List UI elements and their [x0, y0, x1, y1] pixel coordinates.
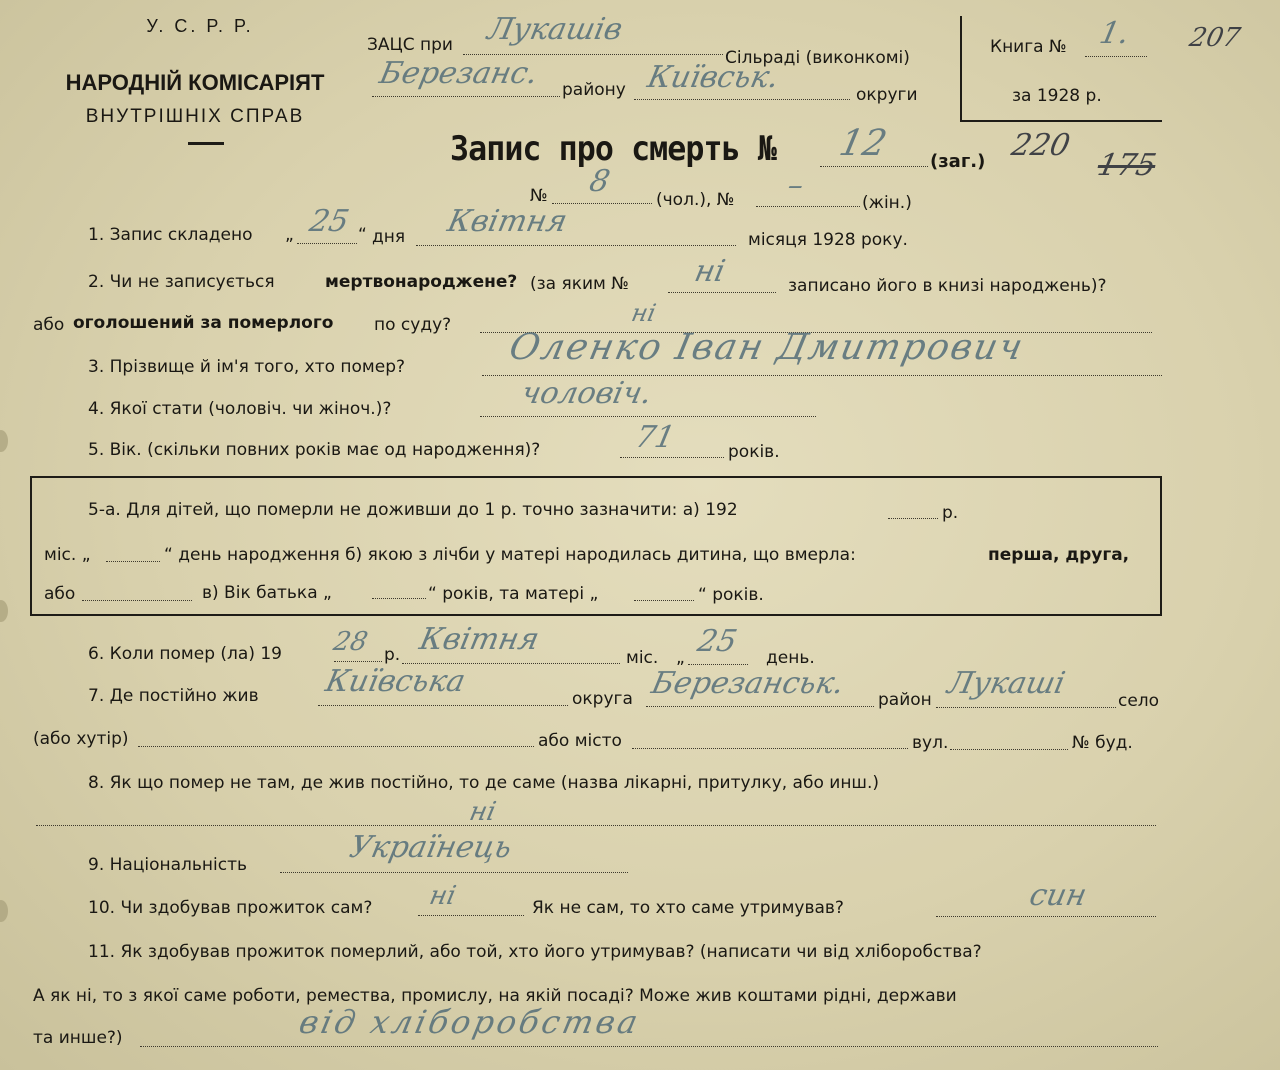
okruha-line	[634, 99, 850, 100]
f5a-father-age-line	[372, 598, 426, 599]
f7b-misto-line	[632, 748, 908, 749]
f5a-line2-bold: перша, друга,	[988, 545, 1130, 565]
f8-label: 8. Як що помер не там, де жив постійно, то де саме (назва лікарні, притулку, або инш.)	[88, 773, 880, 793]
district-value: Березанс.	[376, 56, 541, 91]
zags-label: ЗАЦС при	[367, 35, 453, 55]
f10-mid: Як не сам, то хто саме утримував?	[532, 898, 844, 918]
f3-value: Оленко Іван Дмитрович	[505, 327, 1029, 368]
f6-day-line	[688, 664, 748, 665]
f7b-khutir: (або хутір)	[33, 729, 129, 749]
f7b-vul-line	[950, 749, 1068, 750]
f2-label-a: 2. Чи не записується	[88, 272, 275, 292]
f5-value: 71	[632, 420, 679, 455]
zag-label: (заг.)	[930, 151, 986, 172]
f4-line	[480, 416, 816, 417]
binding-hole	[0, 900, 8, 922]
f6-quote-open: „	[676, 648, 685, 668]
f2b-label-a: або	[33, 315, 65, 335]
f7-okruha: округа	[572, 689, 633, 709]
f7-okruha-line	[318, 705, 568, 706]
f5a-order-line	[82, 600, 192, 601]
f7-raion-line	[646, 706, 874, 707]
f5-line	[620, 457, 724, 458]
f6-day: 25	[694, 624, 741, 659]
f6-month: Квітня	[416, 622, 543, 657]
f1-month: Квітня	[444, 204, 571, 239]
book-year: за 1928 р.	[1012, 86, 1102, 106]
f1-day-line	[297, 243, 357, 244]
book-number: 1.	[1096, 16, 1133, 51]
zags-line	[463, 54, 723, 55]
header-divider	[188, 142, 224, 145]
f1-tail: місяця 1928 року.	[748, 230, 908, 250]
f10-label: 10. Чи здобував прожиток сам?	[88, 898, 373, 918]
f7-raion-value: Березанськ.	[648, 666, 848, 701]
f7-okruha-value: Київська	[322, 664, 469, 699]
f3-label: 3. Прізвище й ім'я того, хто помер?	[88, 357, 406, 377]
f7-selo-line	[936, 707, 1116, 708]
f11-value: від хліборобства	[295, 1003, 645, 1041]
f2b-value: ні	[629, 299, 659, 327]
female-number: –	[784, 168, 807, 203]
f10-value2: син	[1026, 878, 1090, 913]
book-box	[960, 16, 1162, 122]
f4-label: 4. Якої стати (чоловіч. чи жіноч.)?	[88, 399, 392, 419]
f11-line3: та инше?)	[33, 1028, 123, 1048]
f6-year: 28	[330, 627, 371, 657]
f1-day: 25	[306, 204, 353, 239]
female-number-line	[756, 206, 860, 207]
f5a-line1-tail: р.	[942, 503, 959, 523]
f11-line2: А як ні, то з якої саме роботи, ремества, промислу, на якій посаді? Може жив коштами рідні, держави	[33, 986, 957, 1006]
female-label: (жін.)	[862, 193, 912, 213]
male-no-label: №	[530, 186, 548, 206]
f1-day-label: дня	[372, 227, 406, 247]
record-title: Запис про смерть №	[450, 129, 776, 169]
binding-hole	[0, 430, 8, 452]
f5a-month-line	[106, 561, 160, 562]
f7b-vul: вул.	[912, 733, 949, 753]
f7-raion: район	[878, 690, 932, 710]
f5a-line3-b: в) Вік батька „	[202, 583, 332, 603]
okruha-value: Київськ.	[644, 60, 783, 95]
record-number: 12	[835, 123, 891, 164]
f1-quote-open: „	[285, 225, 294, 245]
male-number: 8	[586, 164, 613, 199]
department-title: ВНУТРІШНІХ СПРАВ	[85, 106, 305, 127]
f9-label: 9. Національність	[88, 855, 248, 875]
extra-number: 220	[1008, 128, 1074, 163]
okruha-label: округи	[856, 85, 918, 105]
crossed-number: 175	[1094, 148, 1160, 183]
book-number-line	[1085, 56, 1147, 57]
f5a-mother-age-line	[634, 600, 694, 601]
f8-value: ні	[466, 797, 499, 827]
f2-bold: мертвонароджене?	[325, 272, 518, 292]
f1-quote-close: “	[358, 225, 367, 245]
male-label: (чол.), №	[656, 190, 735, 210]
f10-line2	[936, 916, 1156, 917]
f2b-bold: оголошений за померлого	[73, 313, 334, 333]
zags-value: Лукашів	[484, 12, 626, 47]
f5-label: 5. Вік. (скільки повних років має од народження)?	[88, 440, 541, 460]
f7b-bud: № буд.	[1072, 733, 1133, 753]
f5a-line3-c: “ років, та матері „	[428, 584, 599, 604]
f10-value: ні	[426, 881, 459, 911]
f10-line	[418, 915, 524, 916]
f6-label: 6. Коли помер (ла) 19	[88, 644, 282, 664]
f2-line	[668, 292, 776, 293]
f2-label-b: (за яким №	[530, 274, 629, 294]
f7-label: 7. Де постійно жив	[88, 686, 259, 706]
f7-selo-value: Лукаші	[944, 666, 1069, 701]
f11-line1: 11. Як здобував прожиток померлий, або той, хто його утримував? (написати чи від хліборобства?	[88, 942, 982, 962]
commissariat-title: НАРОДНІЙ КОМІСАРІЯТ	[65, 70, 325, 95]
f6-year-line	[334, 661, 382, 662]
f6-r: р.	[384, 645, 401, 665]
f11-line	[140, 1046, 1158, 1047]
f7b-khutir-line	[138, 746, 534, 747]
f9-value: Українець	[346, 830, 515, 865]
f7b-misto: або місто	[538, 731, 622, 751]
f8-line	[36, 825, 1156, 826]
district-line	[372, 96, 560, 97]
f2-tail: записано його в книзі народжень)?	[788, 276, 1107, 296]
binding-hole	[0, 600, 8, 622]
district-label: району	[562, 80, 626, 100]
f5a-line2-a: міс. „	[44, 545, 91, 565]
f2b-label-b: по суду?	[374, 315, 452, 335]
f5a-line3-a: або	[44, 584, 76, 604]
republic-label: У. С. Р. Р.	[146, 16, 254, 36]
f2-value: ні	[691, 254, 729, 289]
council-label: Сільраді (виконкомі)	[725, 48, 910, 68]
book-label: Книга №	[990, 37, 1067, 57]
f1-label: 1. Запис складено	[88, 225, 253, 245]
f5a-line3-d: “ років.	[698, 585, 764, 605]
book-corner-number: 207	[1186, 23, 1243, 53]
f1-month-line	[416, 245, 736, 246]
f5a-line1: 5-а. Для дітей, що померли не доживши до 1 р. точно зазначити: а) 192	[88, 500, 738, 520]
f6-tail: день.	[766, 648, 815, 668]
record-number-line	[820, 166, 928, 167]
f5a-line2-b: “ день народження б) якою з лічби у матері народилась дитина, що вмерла:	[164, 545, 856, 565]
f4-value: чоловіч.	[518, 376, 655, 411]
f9-line	[280, 872, 628, 873]
f6-mis: міс.	[626, 648, 659, 668]
f5-tail: років.	[728, 442, 780, 462]
f5a-year-line	[888, 518, 938, 519]
f7-selo: село	[1118, 691, 1160, 711]
